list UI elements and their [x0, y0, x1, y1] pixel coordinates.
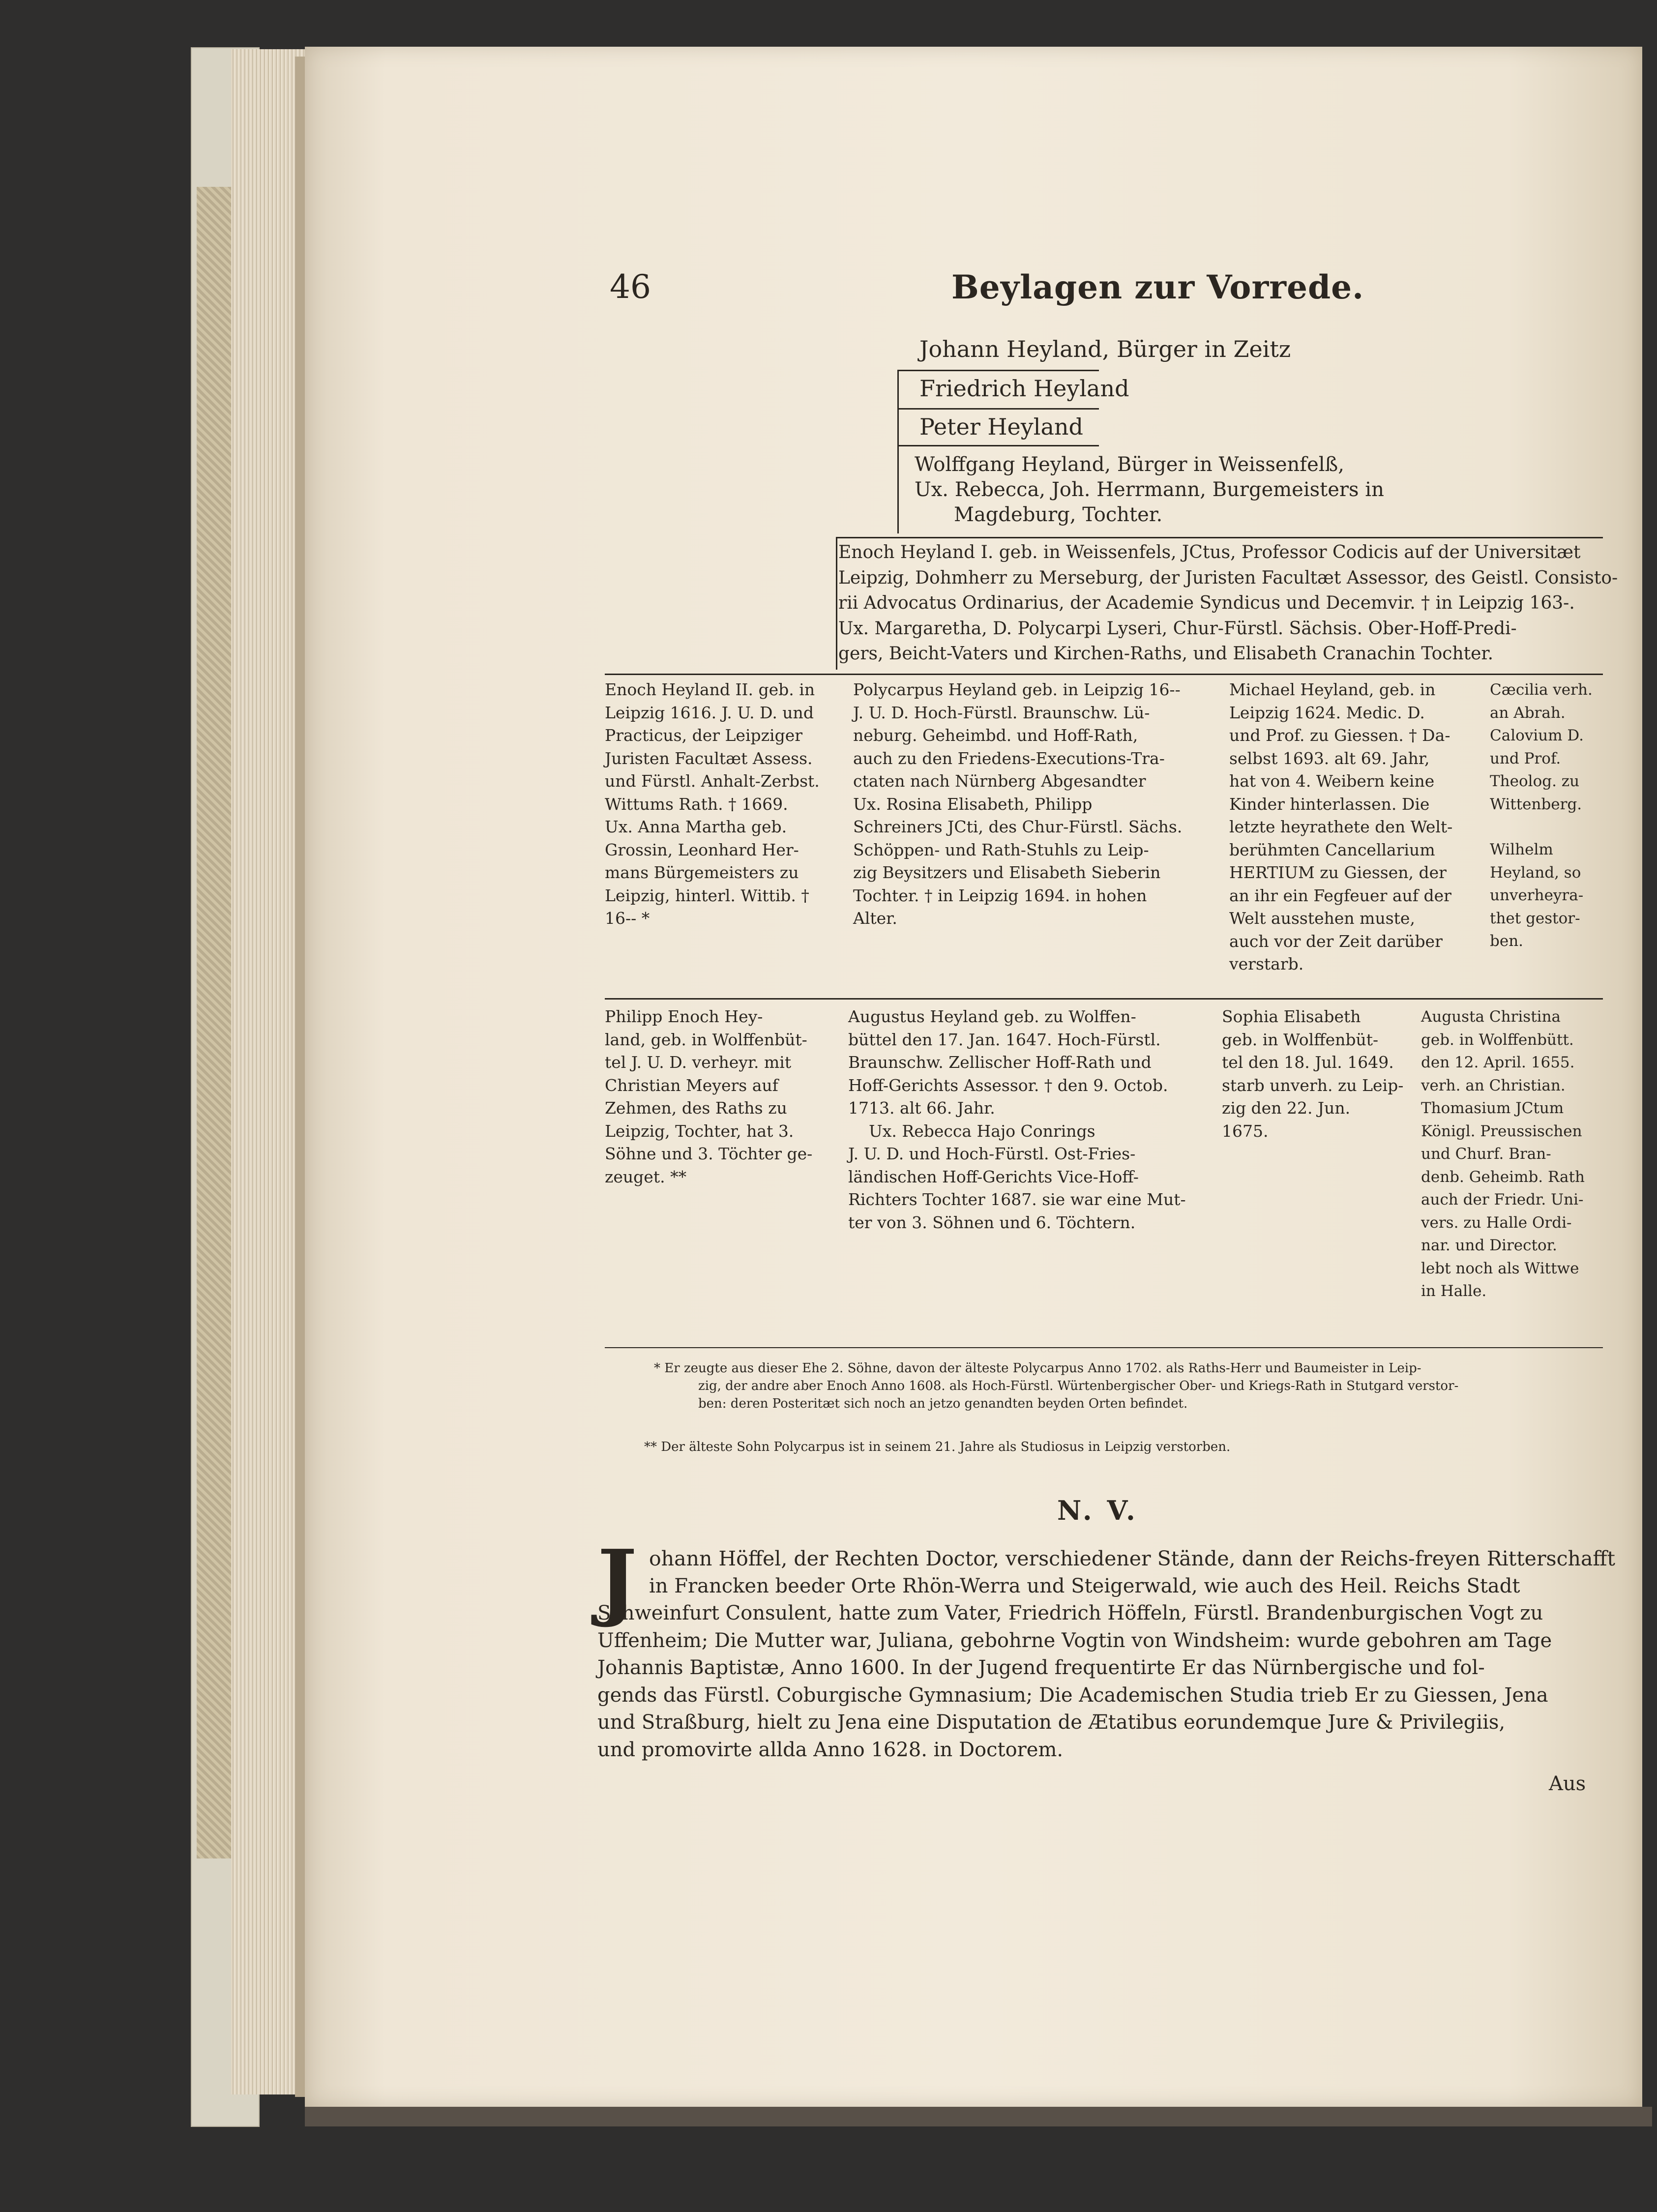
entry-line: nar. und Director.	[1421, 1237, 1557, 1254]
entry-line: geb. in Wolffenbütt.	[1421, 1031, 1574, 1049]
child-caecilia	[1490, 678, 1603, 816]
entry-line: Heyland, so	[1490, 863, 1581, 882]
entry-line: starb unverh. zu Leip-	[1222, 1075, 1404, 1095]
entry-line: neburg. Geheimbd. und Hoff-Rath,	[853, 726, 1138, 745]
gen1-entry: Johann Heyland, Bürger in Zeitz	[919, 336, 1291, 362]
entry-line: Theolog. zu	[1490, 772, 1580, 790]
entry-line: an Abrah.	[1490, 704, 1566, 722]
child-michael	[1229, 678, 1485, 976]
entry-line: büttel den 17. Jan. 1647. Hoch-Fürstl.	[848, 1030, 1161, 1049]
gen5-line: rii Advocatus Ordinarius, der Academie Syndicus und Decemvir. † in Leipzig 163-.	[838, 593, 1575, 613]
entry-line: Wittenberg.	[1490, 795, 1582, 813]
gen5-line: Enoch Heyland I. geb. in Weissenfels, JCtus, Professor Codicis auf der Universitæt	[838, 542, 1581, 562]
entry-line: zig den 22. Jun.	[1222, 1098, 1351, 1118]
entry-line: Kinder hinterlassen. Die	[1229, 794, 1430, 814]
entry-line: land, geb. in Wolffenbüt-	[605, 1030, 807, 1049]
gen5-entry	[838, 540, 1618, 667]
entry-line: geb. in Wolffenbüt-	[1222, 1030, 1379, 1049]
entry-line: und Prof. zu Giessen. † Da-	[1229, 726, 1450, 745]
entry-line: unverheyra-	[1490, 886, 1584, 904]
entry-line: lebt noch als Wittwe	[1421, 1259, 1579, 1277]
entry-line: Cæcilia verh.	[1490, 681, 1593, 699]
children-rule	[605, 674, 1603, 675]
child-wilhelm	[1490, 838, 1603, 953]
entry-line: Richters Tochter 1687. sie war eine Mut-	[848, 1190, 1186, 1209]
entry-line: Grossin, Leonhard Her-	[605, 840, 799, 859]
footnote-line: ben: deren Posteritæt sich noch an jetzo genandten beyden Orten befindet.	[698, 1396, 1188, 1411]
entry-line: Alter.	[853, 909, 897, 928]
footnote-rule	[605, 1347, 1603, 1348]
gen-bracket-rule	[897, 445, 1099, 446]
entry-line: zig Beysitzers und Elisabeth Sieberin	[853, 863, 1161, 882]
entry-line: auch der Friedr. Uni-	[1421, 1191, 1584, 1209]
entry-line: 16-- *	[605, 909, 650, 928]
entry-line: Augusta Christina	[1421, 1008, 1561, 1026]
entry-line: selbst 1693. alt 69. Jahr,	[1229, 748, 1430, 768]
gen-bracket-rule	[836, 537, 1603, 538]
body-line: ohann Höffel, der Rechten Doctor, verschiedener Stände, dann der Reichs-freyen Ritterschafft	[649, 1547, 1615, 1570]
body-line: und Straßburg, hielt zu Jena eine Disputation de Ætatibus eorundemque Jure & Privilegiis,	[597, 1711, 1506, 1734]
footnote-1	[654, 1359, 1458, 1413]
section-body	[597, 1532, 1615, 1764]
entry-line: verh. an Christian.	[1421, 1076, 1566, 1094]
body-line: gends das Fürstl. Coburgische Gymnasium; Die Academischen Studia trieb Er zu Giessen, Jena	[597, 1683, 1548, 1707]
entry-line: HERTIUM zu Giessen, der	[1229, 863, 1447, 882]
entry-line: auch vor der Zeit darüber	[1229, 931, 1443, 951]
gen-bracket-rule	[897, 370, 1099, 371]
entry-line: Zehmen, des Raths zu	[605, 1098, 787, 1118]
body-line: Schweinfurt Consulent, hatte zum Vater, Friedrich Höffeln, Fürstl. Brandenburgischen Vogt zu	[597, 1602, 1543, 1624]
entry-line: in Halle.	[1421, 1282, 1487, 1300]
child-augusta-christina	[1421, 1005, 1603, 1303]
entry-line: letzte heyrathete den Welt-	[1229, 817, 1453, 836]
gen5-line: Leipzig, Dohmherr zu Merseburg, der Juristen Facultæt Assessor, des Geistl. Consisto-	[838, 567, 1618, 588]
gen5-line: gers, Beicht-Vaters und Kirchen-Raths, und Elisabeth Cranachin Tochter.	[838, 644, 1494, 664]
entry-line: Königl. Preussischen	[1421, 1122, 1582, 1140]
entry-line: tel den 18. Jul. 1649.	[1222, 1053, 1394, 1072]
entry-line: thet gestor-	[1490, 909, 1580, 927]
entry-line: Juristen Facultæt Assess.	[605, 748, 813, 768]
entry-line: Hoff-Gerichts Assessor. † den 9. Octob.	[848, 1075, 1168, 1095]
child-augustus	[848, 1005, 1212, 1234]
gen2-entry: Friedrich Heyland	[919, 375, 1129, 402]
entry-line: Thomasium JCtum	[1421, 1099, 1564, 1117]
entry-line: den 12. April. 1655.	[1421, 1054, 1575, 1071]
entry-line: Michael Heyland, geb. in	[1229, 680, 1436, 699]
entry-line: ter von 3. Söhnen und 6. Töchtern.	[848, 1212, 1136, 1232]
body-line: Johannis Baptistæ, Anno 1600. In der Jugend frequentirte Er das Nürnbergische und fol-	[597, 1656, 1485, 1679]
entry-line: und Fürstl. Anhalt-Zerbst.	[605, 771, 820, 791]
gen5-line: Ux. Margaretha, D. Polycarpi Lyseri, Chur-Fürstl. Sächsis. Ober-Hoff-Predi-	[838, 618, 1517, 639]
child-polycarpus	[853, 678, 1212, 930]
entry-line: Schreiners JCti, des Chur-Fürstl. Sächs.	[853, 817, 1183, 836]
entry-line: Polycarpus Heyland geb. in Leipzig 16--	[853, 680, 1181, 699]
gen4-line: Wolffgang Heyland, Bürger in Weissenfelß,	[915, 453, 1344, 476]
entry-line: Leipzig 1616. J. U. D. und	[605, 703, 814, 722]
gen4-entry	[915, 452, 1384, 528]
entry-line: und Churf. Bran-	[1421, 1145, 1551, 1163]
footnote-2: ** Der älteste Sohn Polycarpus ist in seinem 21. Jahre als Studiosus in Leipzig verstorben.	[644, 1440, 1231, 1454]
entry-line: Leipzig, hinterl. Wittib. †	[605, 885, 809, 905]
gen-bracket-rule	[836, 537, 837, 670]
entry-line: ben.	[1490, 932, 1524, 950]
child-enoch-ii	[605, 678, 831, 930]
table-shadow	[305, 2107, 1652, 2126]
entry-line: Augustus Heyland geb. zu Wolffen-	[848, 1007, 1136, 1026]
page-stack-edge	[231, 49, 305, 2094]
grandchildren-rule	[605, 998, 1603, 1000]
child-philipp-enoch	[605, 1005, 831, 1188]
entry-line: Enoch Heyland II. geb. in	[605, 680, 815, 699]
footnote-line: * Er zeugte aus dieser Ehe 2. Söhne, davon der älteste Polycarpus Anno 1702. als Raths-Herr und Baumeister in Leip-	[654, 1361, 1421, 1376]
entry-line: Sophia Elisabeth	[1222, 1007, 1361, 1026]
entry-line: Ux. Rosina Elisabeth, Philipp	[853, 794, 1093, 814]
entry-line: an ihr ein Fegfeuer auf der	[1229, 885, 1451, 905]
drop-capital: J	[597, 1532, 637, 1630]
gen3-entry: Peter Heyland	[919, 413, 1083, 440]
entry-line: auch zu den Friedens-Executions-Tra-	[853, 748, 1165, 768]
entry-line: Wittums Rath. † 1669.	[605, 794, 788, 814]
body-line: in Francken beeder Orte Rhön-Werra und Steigerwald, wie auch des Heil. Reichs Stadt	[649, 1574, 1520, 1597]
page-number: 46	[610, 268, 651, 306]
entry-line: Ux. Anna Martha geb.	[605, 817, 787, 836]
entry-line: Calovium D.	[1490, 727, 1584, 744]
entry-line: J. U. D. und Hoch-Fürstl. Ost-Fries-	[848, 1144, 1136, 1163]
child-sophia-elisabeth	[1222, 1005, 1419, 1143]
body-line: und promovirte allda Anno 1628. in Doctorem.	[597, 1738, 1064, 1761]
entry-line: Leipzig 1624. Medic. D.	[1229, 703, 1425, 722]
entry-line: Christian Meyers auf	[605, 1075, 778, 1095]
entry-line: Wilhelm	[1490, 841, 1553, 858]
entry-line: berühmten Cancellarium	[1229, 840, 1435, 859]
entry-line: denb. Geheimb. Rath	[1421, 1168, 1585, 1186]
page-gutter	[295, 57, 305, 2097]
entry-line: tel J. U. D. verheyr. mit	[605, 1053, 792, 1072]
entry-line: Welt ausstehen muste,	[1229, 909, 1415, 928]
footnote-line: zig, der andre aber Enoch Anno 1608. als Hoch-Fürstl. Würtenbergischer Ober- und Kriegs-Rath in Stutgard verstor-	[698, 1379, 1459, 1393]
entry-line: mans Bürgemeisters zu	[605, 863, 799, 882]
entry-line: Söhne und 3. Töchter ge-	[605, 1144, 813, 1163]
body-line: Uffenheim; Die Mutter war, Juliana, gebohrne Vogtin von Windsheim: wurde gebohren am Tage	[597, 1629, 1552, 1652]
entry-line: Schöppen- und Rath-Stuhls zu Leip-	[853, 840, 1149, 859]
section-heading: N. V.	[1057, 1495, 1138, 1526]
entry-line: 1675.	[1222, 1121, 1269, 1141]
entry-line: ländischen Hoff-Gerichts Vice-Hoff-	[848, 1167, 1139, 1186]
entry-line: zeuget. **	[605, 1167, 687, 1186]
marbled-board	[197, 187, 231, 1858]
gen4-line: Magdeburg, Tochter.	[954, 503, 1163, 526]
entry-line: und Prof.	[1490, 749, 1561, 767]
entry-line: 1713. alt 66. Jahr.	[848, 1098, 995, 1118]
gen-bracket-rule	[897, 370, 899, 408]
gen4-line: Ux. Rebecca, Joh. Herrmann, Burgemeisters in	[915, 478, 1384, 501]
running-title: Beylagen zur Vorrede.	[951, 268, 1364, 306]
catchword: Aus	[1549, 1772, 1586, 1795]
gen-bracket-rule	[897, 445, 899, 533]
entry-line: Ux. Rebecca Hajo Conrings	[848, 1121, 1095, 1141]
entry-line: Leipzig, Tochter, hat 3.	[605, 1121, 794, 1141]
entry-line: ctaten nach Nürnberg Abgesandter	[853, 771, 1146, 791]
entry-line: Practicus, der Leipziger	[605, 726, 803, 745]
entry-line: hat von 4. Weibern keine	[1229, 771, 1435, 791]
entry-line: vers. zu Halle Ordi-	[1421, 1213, 1572, 1232]
gen-bracket-rule	[897, 408, 899, 445]
gen-bracket-rule	[897, 408, 1099, 410]
entry-line: verstarb.	[1229, 954, 1304, 973]
entry-line: Philipp Enoch Hey-	[605, 1007, 763, 1026]
entry-line: Tochter. † in Leipzig 1694. in hohen	[853, 885, 1147, 905]
entry-line: J. U. D. Hoch-Fürstl. Braunschw. Lü-	[853, 703, 1150, 722]
entry-line: Braunschw. Zellischer Hoff-Rath und	[848, 1053, 1152, 1072]
